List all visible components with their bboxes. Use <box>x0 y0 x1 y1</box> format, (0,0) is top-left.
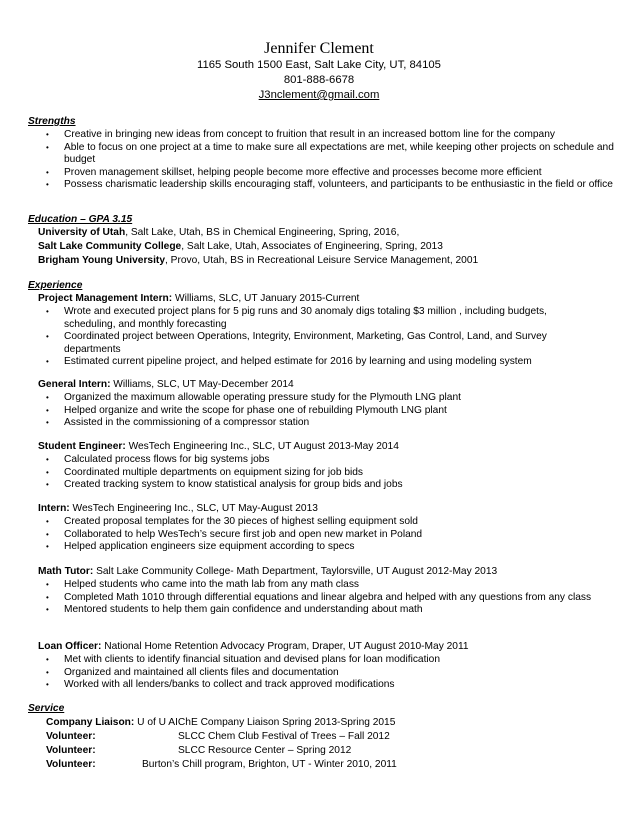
list-item: • Created proposal templates for the 30 pieces of highest selling equipment sold <box>28 516 616 529</box>
email-text[interactable]: J3nclement@gmail.com <box>258 89 380 101</box>
list-item: • Created tracking system to know statistical analysis for group bids and jobs <box>28 479 616 492</box>
job-bullets <box>28 306 588 369</box>
service-role: Volunteer: <box>46 759 96 770</box>
job-role: General Intern: <box>38 379 111 390</box>
job-role: Project Management Intern: <box>38 293 173 304</box>
service-row <box>46 745 96 758</box>
service-row <box>46 717 395 730</box>
address: 1165 South 1500 East, Salt Lake City, UT, 84105 <box>197 59 441 71</box>
list-item: • Proven management skillset, helping people become more effective and processes become more efficient <box>28 167 616 180</box>
education-detail: , Salt Lake, Utah, Associates of Engineering, Spring, 2013 <box>181 241 443 252</box>
list-item: • Helped application engineers size equipment according to specs <box>28 541 616 554</box>
job-role: Math Tutor: <box>38 566 94 577</box>
school-name: Salt Lake Community College <box>38 241 182 252</box>
section-strengths-title: Strengths <box>28 116 76 127</box>
job-detail: WesTech Engineering Inc., SLC, UT August 2013-May 2014 <box>125 441 399 452</box>
list-item: • Coordinated multiple departments on equipment sizing for job bids <box>28 467 616 480</box>
job-header <box>38 503 318 516</box>
education-detail: , Salt Lake, Utah, BS in Chemical Engineering, Spring, 2016, <box>125 227 400 238</box>
list-item: • Creative in bringing new ideas from concept to fruition that result in an increased bottom line for the company <box>28 129 616 142</box>
list-item: • Mentored students to help them gain confidence and understanding about math <box>28 604 614 617</box>
education-entry <box>38 227 399 240</box>
email-link[interactable] <box>0 88 638 102</box>
section-experience-title: Experience <box>28 280 83 291</box>
service-detail: SLCC Resource Center – Spring 2012 <box>178 745 352 756</box>
list-item: • Calculated process flows for big systems jobs <box>28 454 616 467</box>
job-bullets <box>28 454 616 492</box>
service-detail: SLCC Chem Club Festival of Trees – Fall 2012 <box>178 731 390 742</box>
service-row <box>46 731 96 744</box>
list-item: • Organized and maintained all clients files and documentation <box>28 667 616 680</box>
job-bullets <box>28 579 614 617</box>
list-item: • Organized the maximum allowable operating pressure study for the Plymouth LNG plant <box>28 392 616 405</box>
job-header <box>38 293 359 306</box>
list-item: • Able to focus on one project at a time to make sure all expectations are met, while keeping other projects on schedule and budget <box>28 142 616 167</box>
job-detail: National Home Retention Advocacy Program, Draper, UT August 2010-May 2011 <box>101 641 469 652</box>
list-item: • Helped students who came into the math lab from any math class <box>28 579 614 592</box>
job-role: Intern: <box>38 503 70 514</box>
school-name: Brigham Young University <box>38 255 165 266</box>
list-item: • Coordinated project between Operations, Integrity, Environment, Marketing, Gas Control, Land, and Survey departments <box>28 331 588 356</box>
education-entry <box>38 255 478 268</box>
phone: 801-888-6678 <box>283 74 355 86</box>
job-header <box>38 379 294 392</box>
strengths-list <box>28 129 616 192</box>
school-name: University of Utah <box>38 227 126 238</box>
list-item: • Met with clients to identify financial situation and devised plans for loan modification <box>28 654 616 667</box>
education-entry <box>38 241 443 254</box>
service-detail: U of U AIChE Company Liaison Spring 2013-Spring 2015 <box>137 717 396 728</box>
list-item: • Estimated current pipeline project, and helped estimate for 2016 by learning and using modeling system <box>28 356 588 369</box>
list-item: • Assisted in the commissioning of a compressor station <box>28 417 616 430</box>
job-role: Loan Officer: <box>38 641 102 652</box>
job-detail: Williams, SLC, UT May-December 2014 <box>110 379 294 390</box>
education-detail: , Provo, Utah, BS in Recreational Leisure Service Management, 2001 <box>165 255 479 266</box>
service-role: Volunteer: <box>46 731 96 742</box>
section-education-title: Education – GPA 3.15 <box>28 214 133 225</box>
job-detail: Williams, SLC, UT January 2015-Current <box>172 293 360 304</box>
list-item: • Collaborated to help WesTech’s secure first job and open new market in Poland <box>28 529 616 542</box>
job-role: Student Engineer: <box>38 441 126 452</box>
list-item: • Wrote and executed project plans for 5 pig runs and 30 anomaly digs totaling $3 million , including budgets, scheduling, and monthly forecasting <box>28 306 588 331</box>
list-item: • Helped organize and write the scope for phase one of rebuilding Plymouth LNG plant <box>28 405 616 418</box>
job-detail: Salt Lake Community College- Math Department, Taylorsville, UT August 2012-May 2013 <box>93 566 498 577</box>
service-role: Company Liaison: <box>46 717 135 728</box>
list-item: • Possess charismatic leadership skills encouraging staff, volunteers, and participants to be enthusiastic in the field or office <box>28 179 616 192</box>
service-detail: Burton’s Chill program, Brighton, UT - Winter 2010, 2011 <box>142 759 397 770</box>
job-bullets <box>28 392 616 430</box>
section-service-title: Service <box>28 703 65 714</box>
job-header <box>38 641 469 654</box>
job-detail: WesTech Engineering Inc., SLC, UT May-August 2013 <box>69 503 318 514</box>
job-bullets <box>28 516 616 554</box>
service-role: Volunteer: <box>46 745 96 756</box>
job-header <box>38 566 497 579</box>
service-row <box>46 759 96 772</box>
list-item: • Completed Math 1010 through differential equations and linear algebra and helped with any questions from any class <box>28 592 614 605</box>
job-bullets <box>28 654 616 692</box>
list-item: • Worked with all lenders/banks to collect and track approved modifications <box>28 679 616 692</box>
resume-name: Jennifer Clement <box>264 40 374 57</box>
job-header <box>38 441 399 454</box>
